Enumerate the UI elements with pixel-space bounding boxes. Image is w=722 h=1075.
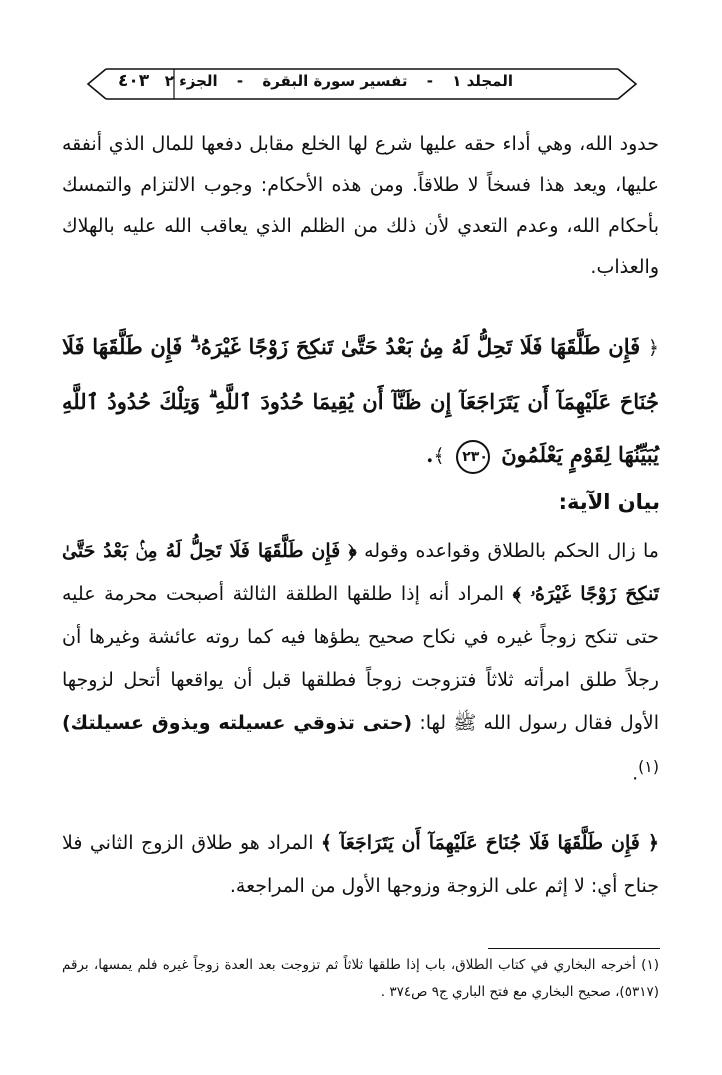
header-book-title: تفسير سورة البقرة: [262, 72, 408, 90]
verse-close-bracket: ﴾: [433, 445, 445, 467]
paragraph-text: المراد هو طلاق الزوج الثاني فلا جناح أي: لا إثم على الزوجة وزوجها الأول من المراجعة.: [62, 832, 659, 897]
header-title: [158, 72, 520, 90]
footnote: (١) أخرجه البخاري في كتاب الطلاق، باب إذا طلقها ثلاثاً ثم تزوجت بعد العدة زوجاً غيره فلم يمسها، برقم (٥٣١٧)، صحيح البخاري مع فتح الباري ج٩ ص٣٧٤ .: [62, 957, 659, 1000]
header-separator: -: [426, 72, 433, 90]
paragraph-second-husband: [62, 822, 659, 908]
quran-verse-block: [62, 320, 659, 483]
paragraph-text: المراد أنه إذا طلقها الطلقة الثالثة أصبحت محرمة عليه حتى تنكح زوجاً غيره في نكاح صحيح يطؤها فيه كما روته عائشة وغيرها أن رجلاً طلق امرأته ثلاثاً فتزوجت زوجاً فطلقها قبل أن يواقعها أتحل لزوجها الأول فقال رسول الله ﷺ لها:: [62, 583, 659, 734]
hadith-quote: (حتى تذوقي عسيلته ويذوق عسيلتك): [62, 712, 413, 734]
quran-quote: ﴿ فَإِن طَلَّقَهَا فَلَا تَحِلُّ لَهُ مِنۢ بَعْدُ حَتَّىٰ تَنكِحَ زَوْجًا غَيْرَهُۥ ﴾: [62, 540, 659, 605]
verse-open-bracket: ﴿: [647, 337, 660, 359]
paragraph-intro: حدود الله، وهي أداء حقه عليها شرع لها الخلع مقابل دفعها للمال الذي أنفقه عليها، ويعد هذا فسخاً لا طلاقاً. ومن هذه الأحكام: وجوب الالتزام والتمسك بأحكام الله، وعدم التعدي لأن ذلك من الظلم الذي يعاقب الله عليه بالهلاك والعذاب.: [62, 133, 659, 278]
quran-quote: ﴿ فَإِن طَلَّقَهَا فَلَا جُنَاحَ عَلَيْهِمَآ أَن يَتَرَاجَعَآ ﴾: [320, 832, 659, 854]
ayah-number-badge: ٢٣٠: [456, 440, 490, 474]
verse-text: فَإِن طَلَّقَهَا فَلَا تَحِلُّ لَهُ مِنۢ بَعْدُ حَتَّىٰ تَنكِحَ زَوْجًا غَيْرَهُۥ ۗ فَإِن طَلَّقَهَا فَلَا جُنَاحَ عَلَيْهِمَآ أَن يَتَرَاجَعَآ إِن ظَنَّآ أَن يُقِيمَا حُدُودَ ٱللَّهِ ۗ وَتِلْكَ حُدُودُ ٱللَّهِ يُبَيِّنُهَا لِقَوْمٍ يَعْلَمُونَ: [62, 334, 659, 467]
verse-end: .: [426, 442, 434, 467]
paragraph-text: ما زال الحكم بالطلاق وقواعده وقوله: [356, 540, 659, 562]
header-volume: المجلد ١: [452, 72, 513, 90]
paragraph-explanation: [62, 530, 659, 795]
header-separator: -: [236, 72, 244, 90]
header-part: الجزء ٢: [164, 72, 218, 90]
page-number: ٤٠٣: [118, 71, 150, 91]
footnote-reference: (١): [638, 757, 659, 776]
running-header: [84, 63, 640, 105]
footnote-divider: [488, 948, 660, 949]
paragraph-end: .: [632, 762, 639, 785]
section-heading: بيان الآية:: [558, 490, 660, 514]
